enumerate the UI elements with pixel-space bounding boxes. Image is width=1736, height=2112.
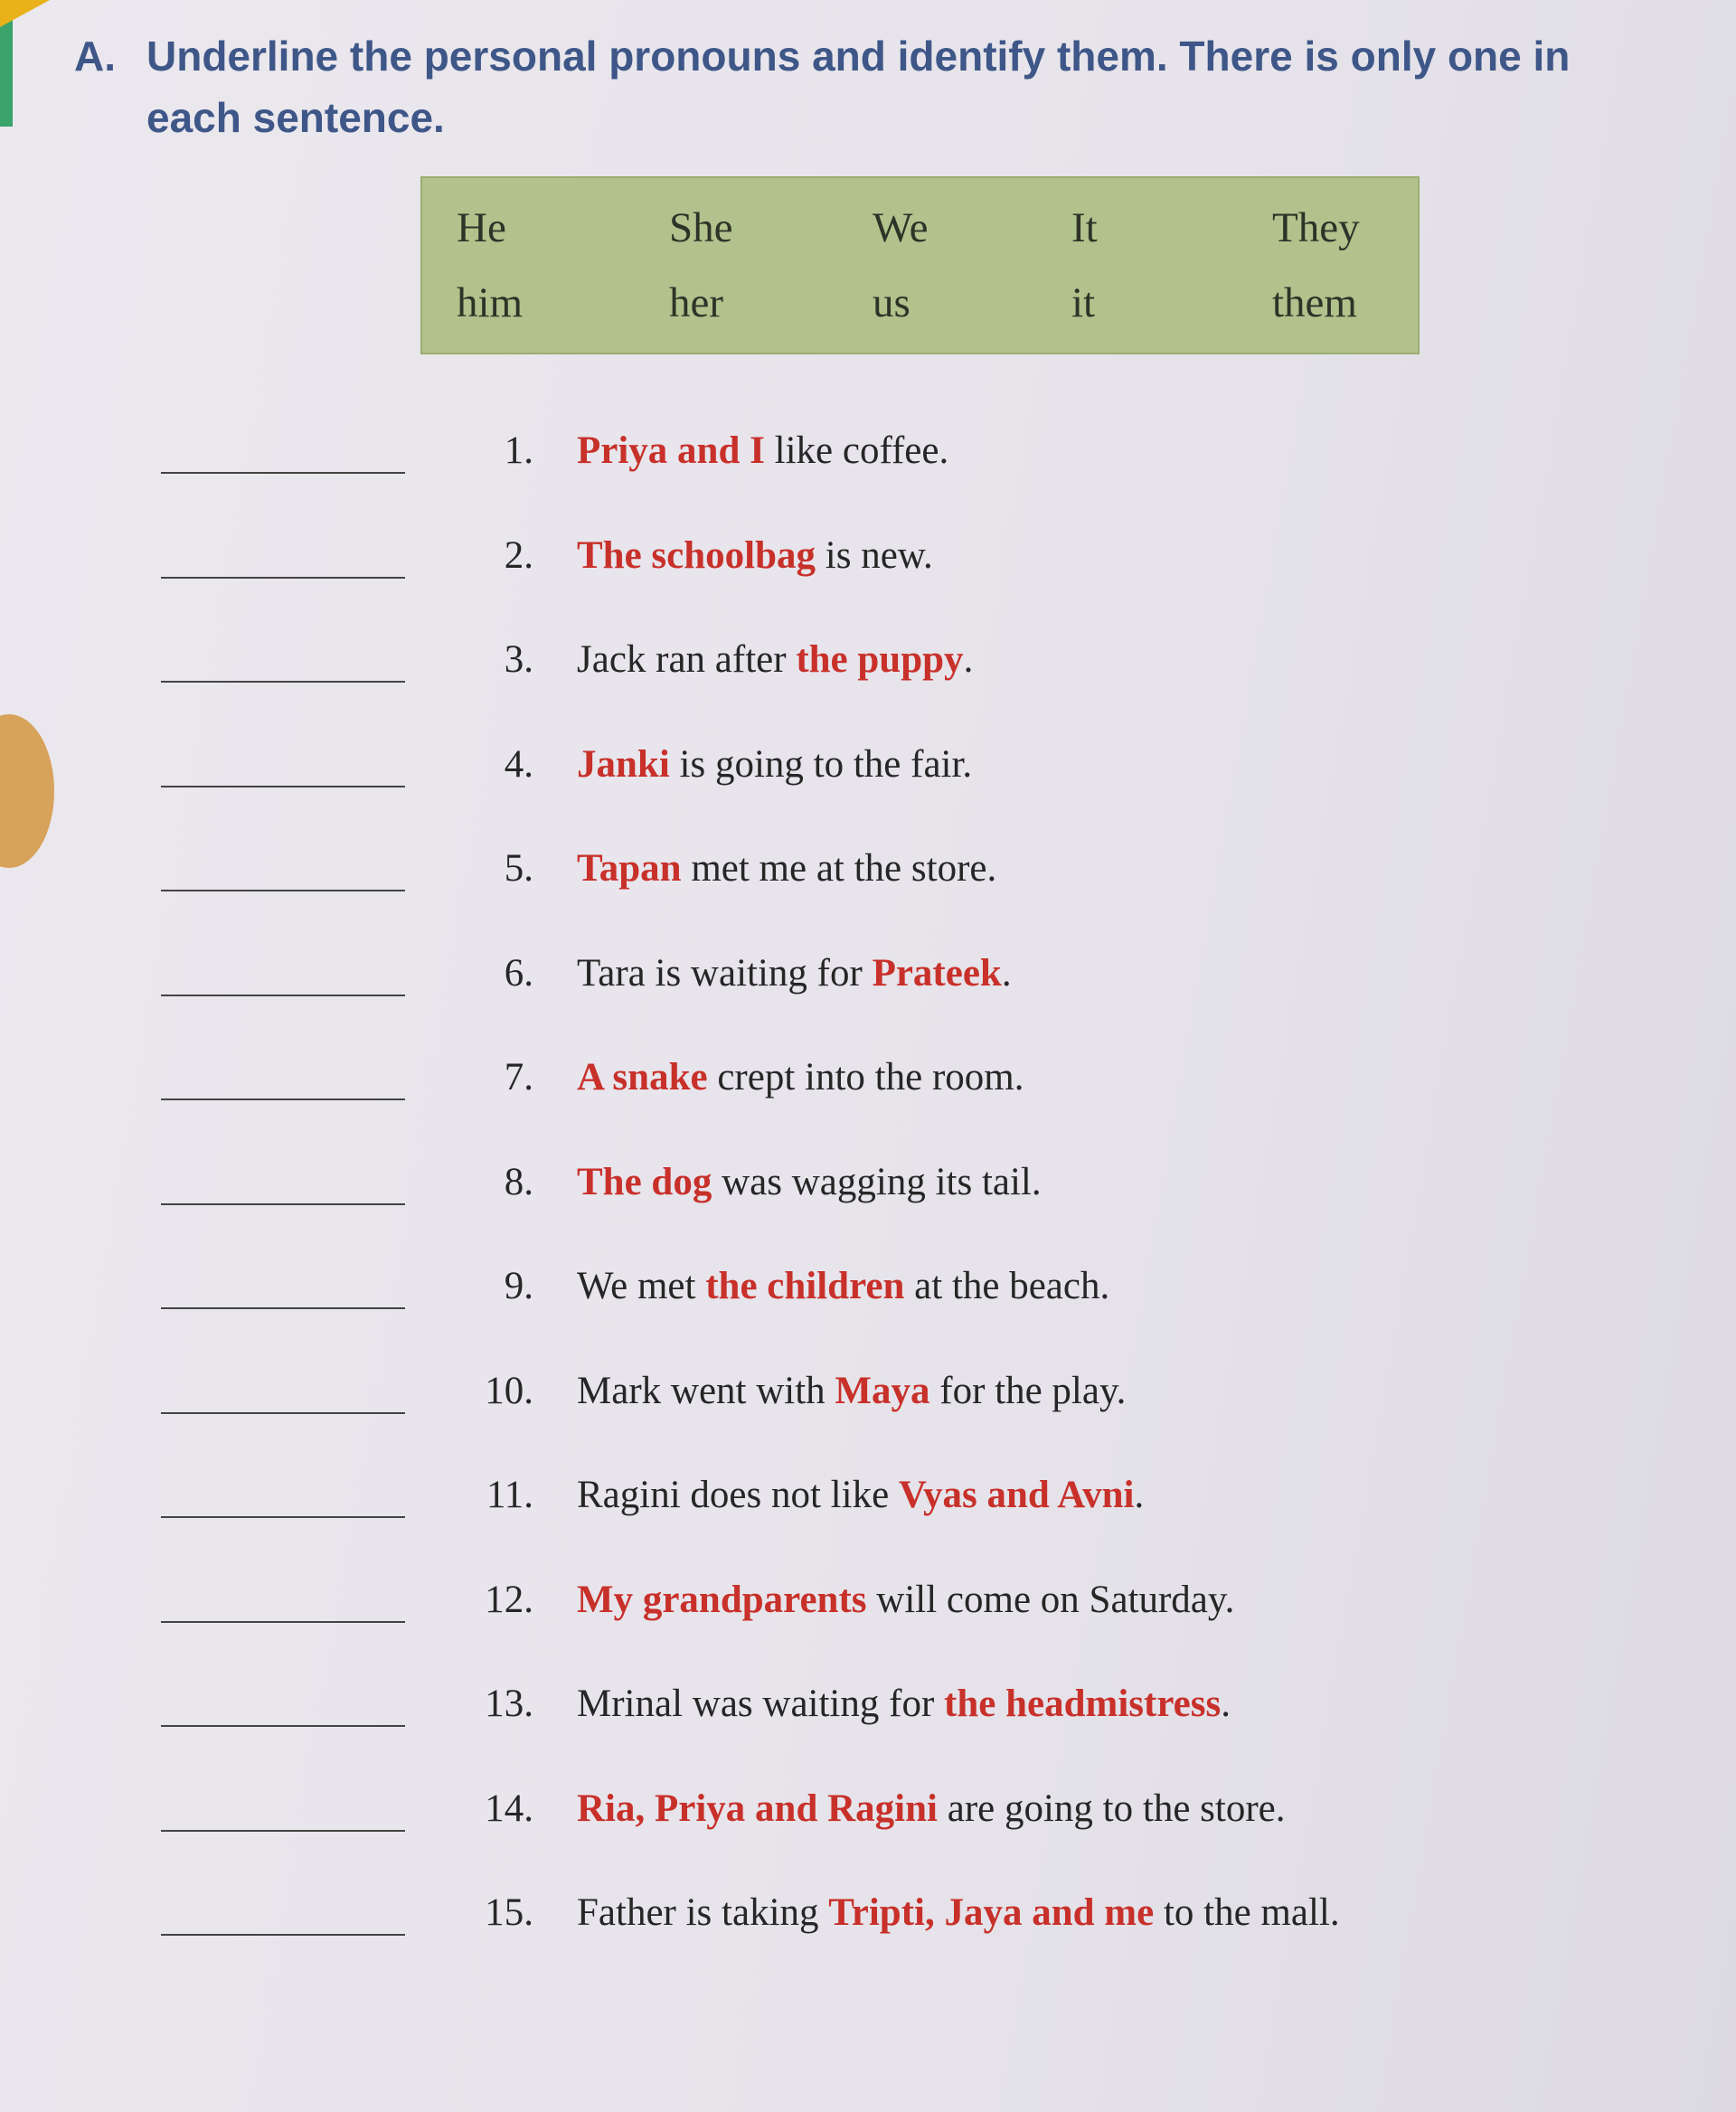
sentence-text — [577, 1890, 1340, 1935]
pronoun-cell: He — [457, 204, 506, 252]
sentence-row — [0, 533, 1736, 606]
sentence-number: 11. — [486, 1474, 533, 1516]
sentence-number: 5. — [504, 847, 533, 890]
highlighted-noun: My grandparents — [577, 1578, 867, 1621]
answer-blank[interactable] — [161, 1725, 405, 1727]
answer-blank[interactable] — [161, 1203, 405, 1205]
exercise-instruction-cont: each sentence. — [146, 94, 445, 141]
sentence-fragment: Father is taking — [577, 1891, 829, 1934]
sentence-text — [577, 1055, 1024, 1099]
sentence-row — [0, 1890, 1736, 1963]
sentence-fragment: like coffee. — [764, 429, 949, 472]
highlighted-noun: the headmistress — [944, 1683, 1222, 1725]
highlighted-noun: Tripti, Jaya and me — [828, 1891, 1155, 1934]
sentence-number: 15. — [485, 1891, 533, 1934]
sentence-number: 2. — [504, 533, 533, 577]
highlighted-noun: Tapan — [577, 847, 682, 890]
answer-blank[interactable] — [161, 1307, 405, 1309]
pronoun-cell: They — [1272, 204, 1360, 252]
answer-blank[interactable] — [161, 1621, 405, 1623]
sentence-fragment: Tara is waiting for — [577, 951, 873, 995]
sentence-text — [577, 1264, 1109, 1308]
sentence-text — [577, 1787, 1286, 1831]
highlighted-noun: Priya and I — [577, 429, 765, 472]
sentence-row — [0, 1264, 1736, 1336]
pronoun-cell: her — [669, 278, 724, 326]
answer-blank[interactable] — [161, 1412, 405, 1414]
answer-blank[interactable] — [161, 786, 405, 787]
sentence-text — [577, 951, 1012, 995]
answer-blank[interactable] — [161, 472, 405, 474]
sentence-number: 9. — [504, 1265, 533, 1307]
sentence-number: 10. — [485, 1369, 533, 1412]
sentence-number: 6. — [504, 951, 533, 995]
sentence-fragment: . — [1001, 951, 1012, 995]
highlighted-noun: The dog — [577, 1160, 712, 1203]
pronoun-cell: us — [873, 278, 910, 326]
sentence-fragment: . — [1221, 1683, 1231, 1725]
sentence-fragment: is going to the fair. — [669, 742, 973, 786]
exercise-instruction: Underline the personal pronouns and identify them. There is only one in — [146, 33, 1571, 80]
sentence-number: 14. — [485, 1787, 533, 1830]
highlighted-noun: The schoolbag — [577, 533, 816, 577]
pronoun-cell: We — [873, 204, 929, 252]
sentence-fragment: Ragini does not like — [577, 1474, 899, 1516]
sentence-fragment: at the beach. — [904, 1265, 1110, 1307]
highlighted-noun: the children — [705, 1265, 905, 1307]
sentence-fragment: met me at the store. — [681, 847, 997, 890]
sentence-number: 4. — [504, 742, 533, 786]
pronoun-cell: him — [457, 278, 524, 326]
sentence-fragment: is new. — [816, 533, 933, 577]
sentence-fragment: to the mall. — [1154, 1891, 1340, 1934]
exercise-heading — [74, 25, 1629, 148]
sentence-fragment: . — [1134, 1474, 1145, 1516]
sentence-text — [577, 429, 948, 473]
sentence-row — [0, 1369, 1736, 1441]
sentence-number: 3. — [504, 638, 533, 681]
answer-blank[interactable] — [161, 1830, 405, 1832]
sentence-fragment: are going to the store. — [938, 1787, 1286, 1830]
sentence-row — [0, 1578, 1736, 1650]
sentence-text — [577, 1682, 1231, 1726]
pronoun-cell: It — [1071, 204, 1098, 252]
sentence-row — [0, 951, 1736, 1023]
sentence-row — [0, 1787, 1736, 1859]
sentence-fragment: Mrinal was waiting for — [577, 1683, 945, 1725]
answer-blank[interactable] — [161, 1098, 405, 1100]
sentence-number: 7. — [504, 1056, 533, 1098]
sentence-text — [577, 637, 973, 682]
answer-blank[interactable] — [161, 1934, 405, 1936]
page-corner-decoration — [0, 0, 50, 27]
sentence-fragment: Mark went with — [577, 1369, 835, 1412]
sentence-text — [577, 533, 933, 578]
sentence-text — [577, 1578, 1234, 1622]
sentence-text — [577, 1160, 1042, 1204]
pronoun-cell: them — [1272, 278, 1357, 326]
pronoun-cell: it — [1071, 278, 1096, 326]
sentence-number: 12. — [485, 1578, 533, 1621]
sentence-text — [577, 1473, 1144, 1517]
sentence-number: 8. — [504, 1160, 533, 1203]
sentence-row — [0, 429, 1736, 501]
highlighted-noun: Vyas and Avni — [898, 1474, 1135, 1516]
sentence-text — [577, 742, 972, 787]
sentence-row — [0, 1055, 1736, 1127]
sentence-fragment: . — [963, 638, 974, 681]
sentence-row — [0, 742, 1736, 815]
sentence-fragment: We met — [577, 1265, 706, 1307]
highlighted-noun: Prateek — [872, 951, 1002, 995]
sentence-fragment: will come on Saturday. — [866, 1578, 1235, 1621]
sentence-row — [0, 1160, 1736, 1232]
sentence-fragment: was wagging its tail. — [712, 1160, 1042, 1203]
answer-blank[interactable] — [161, 681, 405, 683]
sentence-row — [0, 846, 1736, 919]
answer-blank[interactable] — [161, 995, 405, 996]
sentence-text — [577, 1369, 1126, 1413]
answer-blank[interactable] — [161, 890, 405, 891]
sentence-fragment: Jack ran after — [577, 638, 797, 681]
answer-blank[interactable] — [161, 577, 405, 579]
sentence-row — [0, 1682, 1736, 1754]
sentence-row — [0, 1473, 1736, 1545]
sentence-fragment: crept into the room. — [707, 1056, 1024, 1098]
highlighted-noun: Janki — [577, 742, 670, 786]
exercise-label: A. — [74, 33, 116, 80]
highlighted-noun: the puppy — [796, 638, 964, 681]
highlighted-noun: Maya — [835, 1369, 930, 1412]
sentence-text — [577, 846, 996, 891]
highlighted-noun: A snake — [577, 1056, 708, 1098]
sentence-row — [0, 637, 1736, 710]
answer-blank[interactable] — [161, 1516, 405, 1518]
pronoun-cell: She — [669, 204, 733, 252]
highlighted-noun: Ria, Priya and Ragini — [577, 1787, 938, 1830]
sentence-number: 1. — [504, 429, 533, 472]
pronoun-table — [420, 176, 1420, 354]
sentence-fragment: for the play. — [929, 1369, 1127, 1412]
sentence-number: 13. — [485, 1683, 533, 1725]
